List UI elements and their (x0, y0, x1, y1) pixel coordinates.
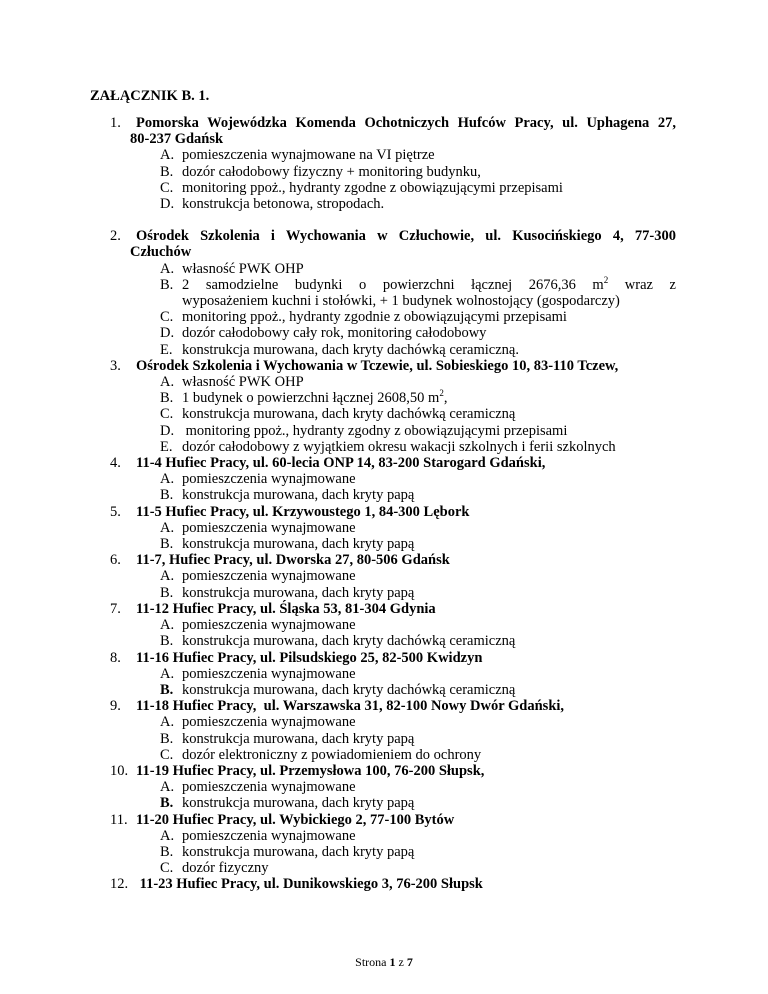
item-number: 10. (110, 762, 129, 779)
document-title: ZAŁĄCZNIK B. 1. (90, 88, 210, 104)
item-list (110, 115, 676, 893)
list-item (110, 358, 676, 455)
sub-item: A. własność PWK OHP (160, 374, 304, 391)
list-item (110, 812, 676, 877)
sub-item: B. konstrukcja murowana, dach kryty dachówką ceramiczną (160, 681, 516, 698)
item-heading: 11-5 Hufiec Pracy, ul. Krzywoustego 1, 84-300 Lębork (136, 503, 470, 520)
sub-item: E. dozór całodobowy z wyjątkiem okresu wakacji szkolnych i ferii szkolnych (160, 438, 616, 455)
item-number: 6. (110, 552, 121, 569)
item-heading: Ośrodek Szkolenia i Wychowania w Człuchowie, ul. Kusocińskiego 4, 77-300 (136, 228, 676, 245)
item-number: 2. (110, 228, 121, 245)
footer-separator: z (395, 955, 407, 969)
sub-item: B. konstrukcja murowana, dach kryty papą (160, 584, 415, 601)
item-number: 1. (110, 115, 121, 131)
sub-item: B. konstrukcja murowana, dach kryty papą (160, 487, 415, 504)
item-heading: 11-12 Hufiec Pracy, ul. Śląska 53, 81-304 Gdynia (136, 600, 436, 617)
item-number: 8. (110, 649, 121, 666)
list-item (110, 698, 676, 763)
sub-item: C. konstrukcja murowana, dach kryty dachówką ceramiczną (160, 406, 516, 423)
item-number: 4. (110, 455, 121, 472)
sub-item: A. pomieszczenia wynajmowane (160, 471, 356, 488)
sub-item: B. dozór całodobowy fizyczny + monitoring budynku, (160, 163, 481, 180)
footer-prefix: Strona (355, 955, 390, 969)
sub-item-continued: wyposażeniem kuchni i stołówki, + 1 budynek wolnostojący (gospodarczy) (182, 293, 620, 310)
footer-page-number: 1 (389, 955, 396, 969)
item-number: 7. (110, 600, 121, 617)
item-heading-continued: Człuchów (130, 244, 192, 261)
item-number: 11. (110, 811, 128, 828)
list-item (110, 455, 676, 504)
sub-item: D. dozór całodobowy cały rok, monitoring całodobowy (160, 325, 487, 342)
sub-item: C. monitoring ppoż., hydranty zgodnie z obowiązującymi przepisami (160, 309, 567, 326)
sub-item: A. pomieszczenia wynajmowane (160, 617, 356, 634)
sub-item: D. monitoring ppoż., hydranty zgodny z obowiązującymi przepisami (160, 422, 568, 439)
sub-item: C. dozór elektroniczny z powiadomieniem do ochrony (160, 746, 482, 763)
sub-item: B. konstrukcja murowana, dach kryty papą (160, 730, 415, 747)
item-number: 5. (110, 503, 121, 520)
item-heading: 11-7, Hufiec Pracy, ul. Dworska 27, 80-506 Gdańsk (136, 552, 450, 569)
sub-item: C. monitoring ppoż., hydranty zgodne z obowiązującymi przepisami (160, 179, 563, 196)
list-item (110, 504, 676, 553)
sub-item: A. pomieszczenia wynajmowane (160, 519, 356, 536)
item-heading: 11-16 Hufiec Pracy, ul. Pilsudskiego 25, 82-500 Kwidzyn (136, 649, 483, 666)
sub-item: E. konstrukcja murowana, dach kryty dachówką ceramiczną. (160, 341, 519, 358)
item-heading: 11-23 Hufiec Pracy, ul. Dunikowskiego 3, 76-200 Słupsk (136, 876, 483, 893)
list-item (110, 601, 676, 650)
footer-page-total: 7 (406, 955, 413, 969)
list-item (110, 763, 676, 812)
list-item (110, 552, 676, 601)
item-heading-continued: 80-237 Gdańsk (130, 131, 224, 148)
sub-item: B. konstrukcja murowana, dach kryty papą (160, 795, 415, 812)
item-heading: Pomorska Wojewódzka Komenda Ochotniczych Hufców Pracy, ul. Uphagena 27, (136, 115, 676, 131)
sub-item: A. pomieszczenia wynajmowane (160, 665, 356, 682)
item-heading: 11-20 Hufiec Pracy, ul. Wybickiego 2, 77-100 Bytów (136, 811, 455, 828)
sub-item: B. 1 budynek o powierzchni łącznej 2608,50 $m^2$, (160, 388, 448, 407)
item-number: 12. (110, 876, 129, 893)
item-heading: 11-19 Hufiec Pracy, ul. Przemysłowa 100, 76-200 Słupsk, (136, 762, 485, 779)
list-item (110, 650, 676, 699)
list-item (110, 876, 676, 892)
list-item (110, 228, 676, 358)
sub-item: A. własność PWK OHP (160, 260, 304, 277)
sub-item: A. pomieszczenia wynajmowane (160, 714, 356, 731)
list-item (110, 115, 676, 212)
sub-item: B. konstrukcja murowana, dach kryty papą (160, 536, 415, 553)
sub-item: A. pomieszczenia wynajmowane na VI piętrze (160, 147, 435, 164)
sub-item: A. pomieszczenia wynajmowane (160, 568, 356, 585)
sub-item: C. dozór fizyczny (160, 860, 269, 877)
sub-item: D. konstrukcja betonowa, stropodach. (160, 196, 385, 213)
sub-item: B. konstrukcja murowana, dach kryty dachówką ceramiczną (160, 633, 516, 650)
sub-item: B. konstrukcja murowana, dach kryty papą (160, 843, 415, 860)
item-number: 9. (110, 698, 121, 715)
sub-item: B. 2 samodzielne budynki o powierzchni łącznej 2676,36 $m^2$ wraz z (160, 275, 676, 293)
sub-item: A. pomieszczenia wynajmowane (160, 779, 356, 796)
item-heading: 11-18 Hufiec Pracy, ul. Warszawska 31, 82-100 Nowy Dwór Gdański, (136, 698, 565, 715)
item-heading: Ośrodek Szkolenia i Wychowania w Tczewie, ul. Sobieskiego 10, 83-110 Tczew, (136, 357, 619, 374)
item-heading: 11-4 Hufiec Pracy, ul. 60-lecia ONP 14, 83-200 Starogard Gdański, (136, 455, 546, 472)
page-footer (0, 955, 768, 970)
sub-item: A. pomieszczenia wynajmowane (160, 827, 356, 844)
item-number: 3. (110, 357, 121, 374)
